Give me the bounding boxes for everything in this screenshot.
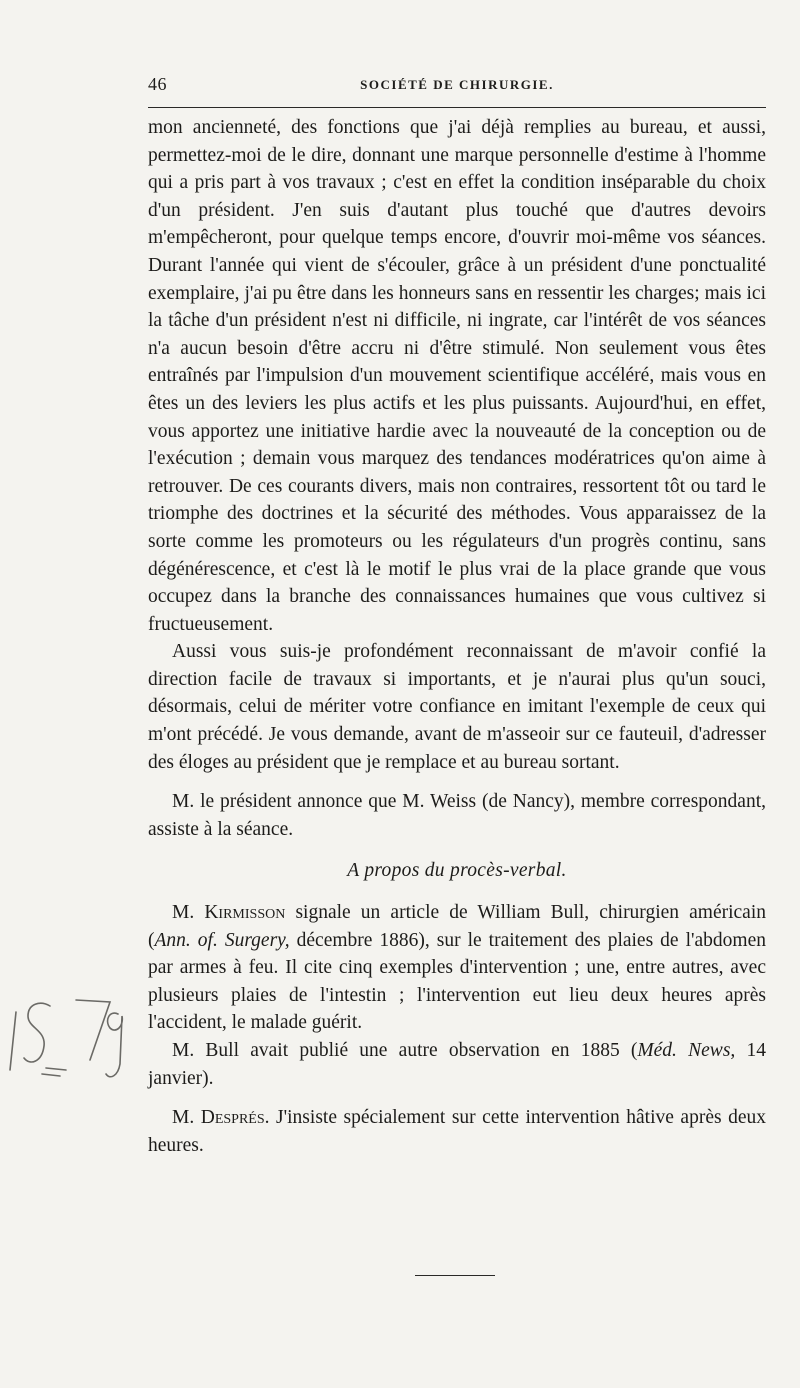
paragraph-text: signale un article de William Bull, chirurgien américain (: [148, 902, 767, 951]
handwritten-annotation-svg: [6, 990, 136, 1090]
citation: Méd. News,: [637, 1040, 736, 1061]
paragraph-despres: [148, 1104, 766, 1159]
paragraph-announcement: M. le président annonce que M. Weiss (de Nancy), membre correspondant, assiste à la séance.: [148, 791, 766, 840]
paragraph-text: décembre 1886), sur le traitement des plaies de l'abdomen par armes à feu. Il cite cinq exemples d'intervention ; une, entre autres, avec plusieurs plaies de l'intestin ; l'intervention eut lieu deux heures après l'accident, le malade guérit.: [148, 929, 766, 1034]
speaker-name: Kirmisson: [204, 902, 286, 924]
paragraph-speech-thanks: Aussi vous suis-je profondément reconnaissant de m'avoir confié la direction facile de travaux si importants, et je n'aurai plus qu'un souci, désormais, celui de mériter votre confiance en imitant l'exemple de ceux qui m'ont précédé. Je vous demande, avant de m'asseoir sur ce fauteuil, d'adresser des éloges au président que je remplace et au bureau sortant.: [148, 641, 766, 773]
paragraph-text: 14 janvier).: [148, 1040, 766, 1089]
paragraph-text: M. Bull avait publié une autre observation en 1885 (: [172, 1040, 638, 1061]
running-title: SOCIÉTÉ DE CHIRURGIE.: [360, 77, 554, 92]
page-number: 46: [148, 74, 167, 94]
paragraph-kirmisson: [148, 899, 766, 1037]
speaker-name: Després.: [200, 1107, 270, 1129]
paragraph-speech-end: mon ancienneté, des fonctions que j'ai déjà remplies au bureau, et aussi, permettez-moi de le dire, donnant une marque personnelle d'estime à l'homme qui a pris part à vos travaux ; c'est en effet la condition inséparable du choix d'un président. J'en suis d'autant plus touché que d'autres devoirs m'empêcheront, pour quelque temps encore, d'ouvrir moi-même vos séances. Durant l'année qui vient de s'écouler, grâce à un président d'une ponctualité exemplaire, j'ai pu être dans les honneurs sans en ressentir les charges; mais ici la tâche d'un président n'est ni difficile, ni ingrate, car l'intérêt de vos séances n'a aucun besoin d'être accru ni d'être stimulé. Non seulement vous êtes entraînés par l'impulsion d'un mouvement scientifique accéléré, mais vous en êtes un des leviers les plus actifs et les plus puissants. Aujourd'hui, en effet, vous apportez une initiative hardie avec la nouveauté de la conception ou de l'exécution ; demain vous marquez des tendances modératrices qu'on aime à retrouver. De ces courants divers, mais non contraires, ressortent tôt ou tard le triomphe des doctrines et la sécurité des méthodes. Vous apparaissez de la sorte comme les promoteurs ou les régulateurs d'un progrès continu, sans dégénérescence, et c'est là le motif le plus vrai de la place grande que vous occupez dans la branche des connaissances humaines que vous cultivez si fructueusement.: [148, 117, 766, 635]
speaker-prefix: M.: [172, 902, 205, 924]
end-rule: [415, 1275, 495, 1276]
running-head: [148, 74, 766, 104]
paragraph-text: J'insiste spécialement sur cette intervention hâtive après deux heures.: [148, 1107, 766, 1156]
handwritten-annotation-icon: [6, 990, 136, 1090]
citation: Ann. of. Surgery,: [154, 929, 290, 951]
speaker-prefix: M.: [172, 1107, 201, 1129]
section-heading: A propos du procès-verbal.: [347, 860, 567, 882]
paragraph-bull: [148, 1037, 766, 1092]
header-rule: [148, 107, 766, 108]
body-text: [148, 114, 766, 1159]
